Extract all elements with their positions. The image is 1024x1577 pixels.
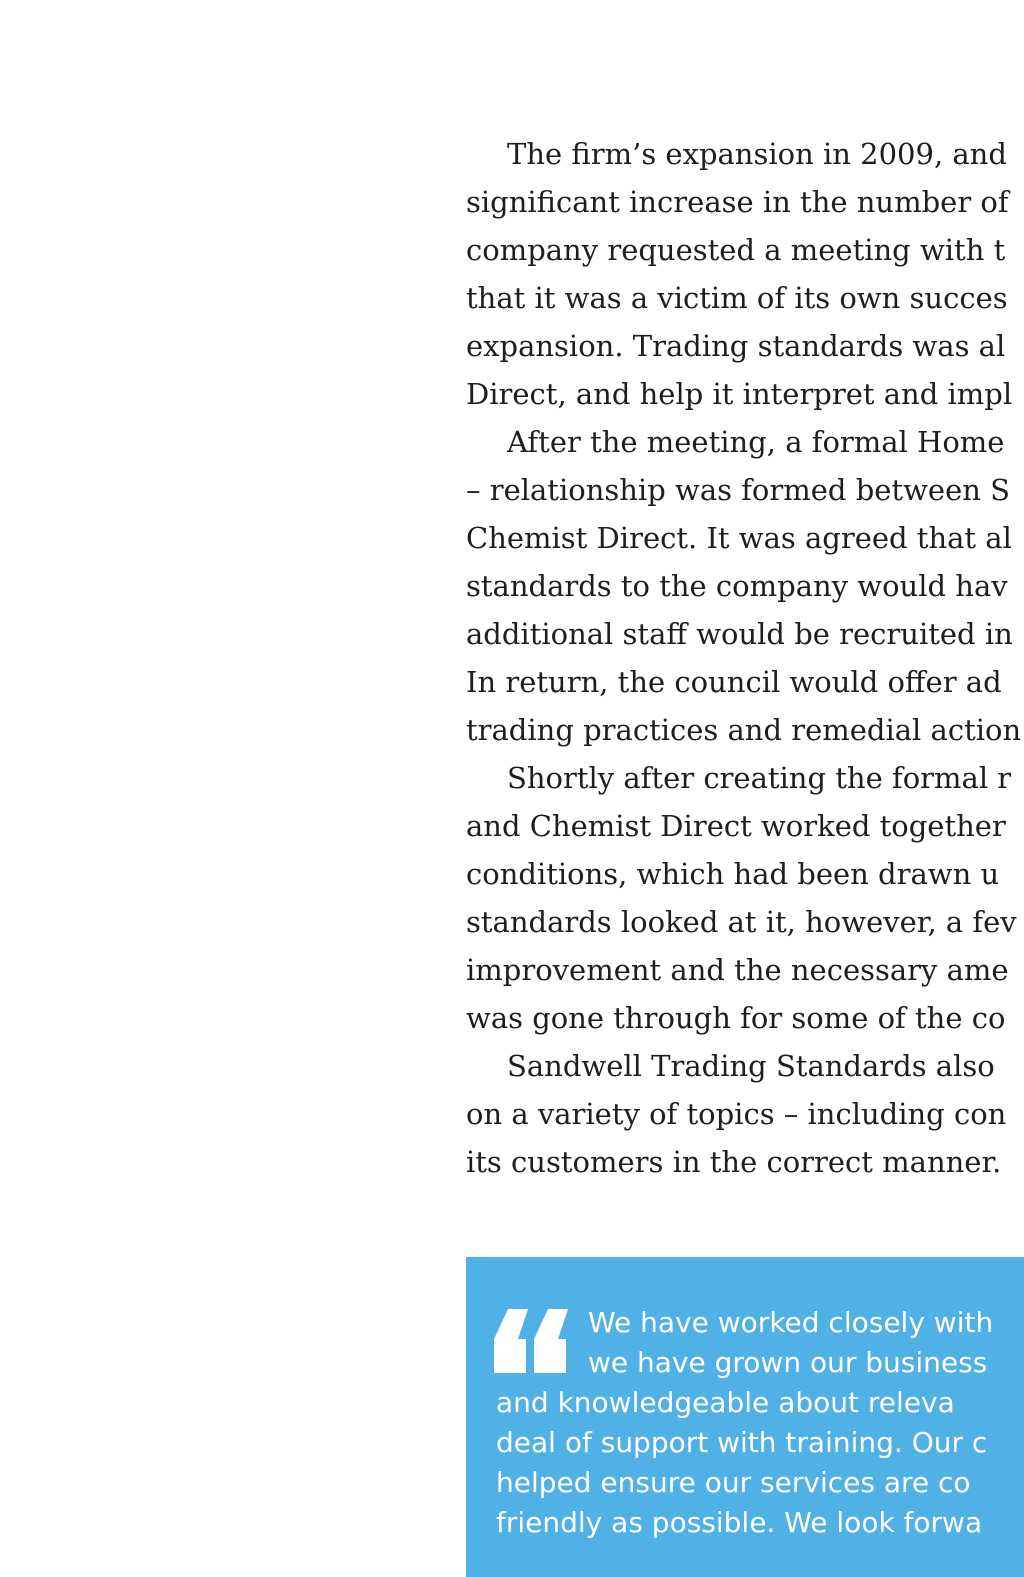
paragraph-3-line-3: conditions, which had been drawn u <box>466 857 1000 891</box>
paragraph-2-line-4: standards to the company would hav <box>466 569 1008 603</box>
paragraph-3-line-6: was gone through for some of the co <box>466 1001 1006 1035</box>
paragraph-2-line-2: – relationship was formed between S <box>466 473 1010 507</box>
paragraph-1-line-6: Direct, and help it interpret and impl <box>466 377 1013 411</box>
quote-line-2: we have grown our business <box>588 1346 988 1379</box>
paragraph-2-line-3: Chemist Direct. It was agreed that al <box>466 521 1012 555</box>
quote-line-5: helped ensure our services are co <box>496 1466 971 1499</box>
quote-line-6: friendly as possible. We look forwa <box>496 1506 983 1539</box>
testimonial-quote-box <box>466 1257 1024 1577</box>
paragraph-1-line-2: significant increase in the number of <box>466 185 1009 219</box>
quote-mark-icon <box>494 1309 570 1373</box>
paragraph-1-line-1: The firm’s expansion in 2009, and <box>507 137 1007 171</box>
paragraph-3-line-1: Shortly after creating the formal r <box>507 761 1012 795</box>
paragraph-3-line-5: improvement and the necessary ame <box>466 953 1009 987</box>
paragraph-1-line-5: expansion. Trading standards was al <box>466 329 1006 363</box>
paragraph-2-line-6: In return, the council would offer ad <box>466 665 1002 699</box>
paragraph-4-line-3: its customers in the correct manner. <box>466 1145 1002 1179</box>
paragraph-3-line-2: and Chemist Direct worked together <box>466 809 1006 843</box>
quote-line-3: and knowledgeable about releva <box>496 1386 955 1419</box>
paragraph-1-line-4: that it was a victim of its own succes <box>466 281 1008 315</box>
paragraph-1-line-3: company requested a meeting with t <box>466 233 1006 267</box>
paragraph-4-line-2: on a variety of topics – including con <box>466 1097 1007 1131</box>
paragraph-2-line-5: additional staff would be recruited in <box>466 617 1013 651</box>
paragraph-2-line-7: trading practices and remedial action <box>466 713 1022 747</box>
paragraph-2-line-1: After the meeting, a formal Home <box>507 425 1005 459</box>
paragraph-3-line-4: standards looked at it, however, a fev <box>466 905 1017 939</box>
quote-line-1: We have worked closely with <box>588 1306 994 1339</box>
paragraph-4-line-1: Sandwell Trading Standards also <box>507 1049 995 1083</box>
quote-line-4: deal of support with training. Our c <box>496 1426 988 1459</box>
